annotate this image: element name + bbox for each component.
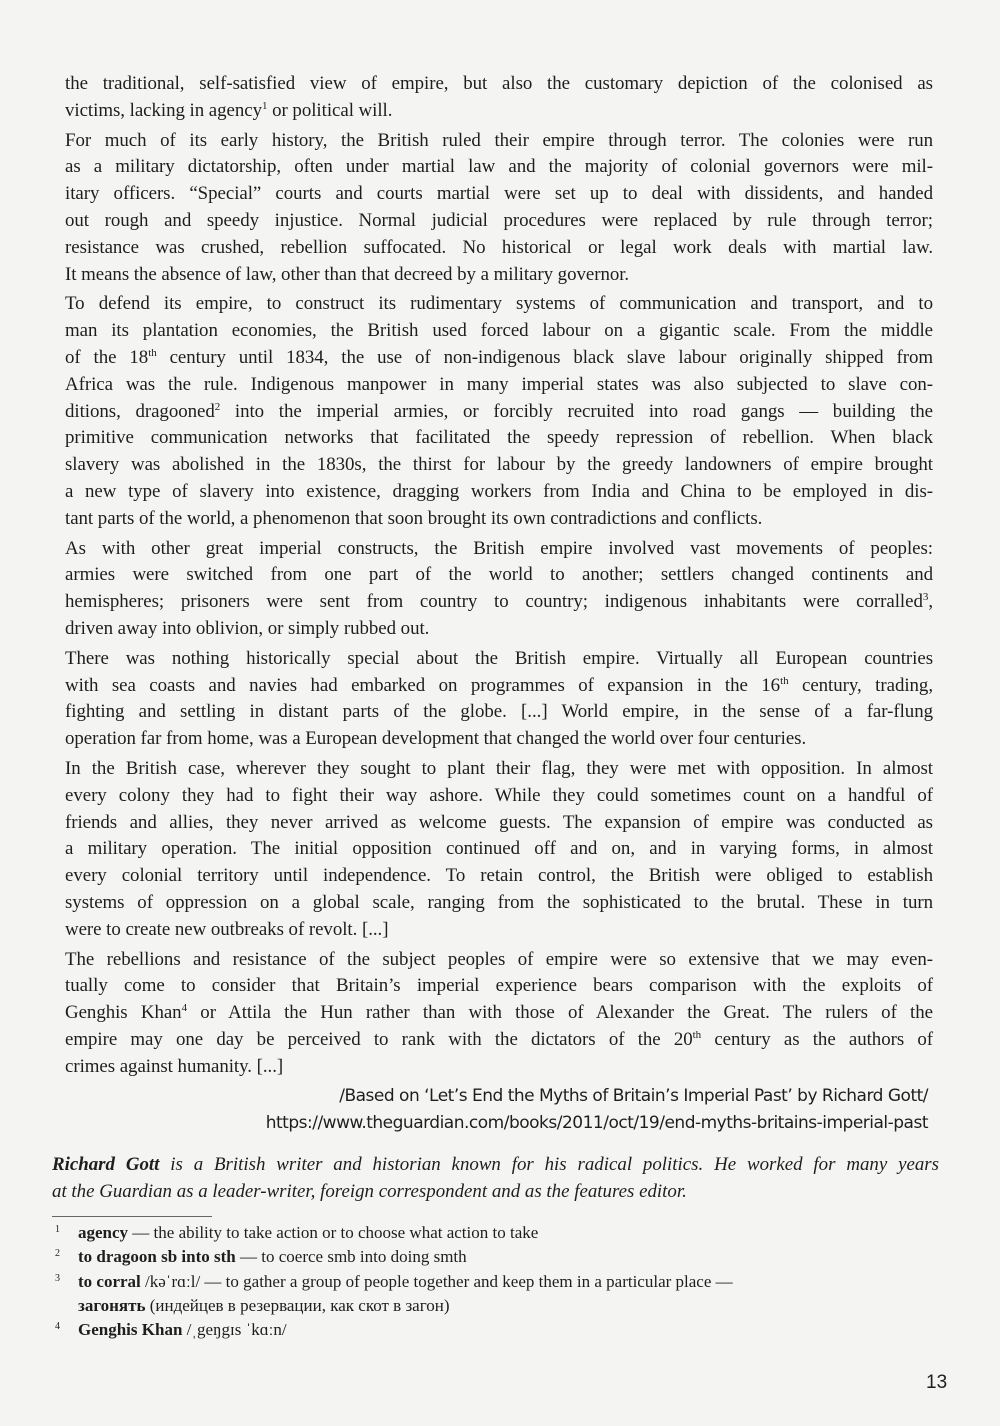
text-line bbox=[65, 917, 933, 944]
text-line bbox=[65, 947, 933, 974]
text-line bbox=[65, 756, 933, 783]
text-segment: ditions, dragooned bbox=[65, 400, 215, 422]
footnote-ref: 1 bbox=[262, 99, 268, 112]
text-segment: every colony they had to fight their way ashore. While they could sometimes count on a handful of bbox=[65, 784, 933, 806]
footnote-1 bbox=[52, 1221, 733, 1245]
text-line bbox=[65, 810, 933, 837]
text-segment: systems of oppression on a global scale, ranging from the sophisticated to the brutal. These in turn bbox=[65, 891, 933, 913]
text-segment: resistance was crushed, rebellion suffocated. No historical or legal work deals with martial law. bbox=[65, 236, 933, 258]
footnote-definition: — the ability to take action or to choose what action to take bbox=[128, 1223, 539, 1242]
footnotes bbox=[52, 1221, 733, 1342]
footnote-3-translation bbox=[52, 1294, 733, 1318]
text-segment: century as the authors of bbox=[701, 1028, 933, 1050]
text-line bbox=[65, 71, 933, 98]
footnote-definition: — to coerce smb into doing smth bbox=[235, 1247, 467, 1267]
text-segment: of the 18 bbox=[65, 346, 149, 368]
text-line bbox=[65, 181, 933, 208]
paragraph bbox=[65, 71, 933, 125]
text-segment: As with other great imperial constructs, the British empire involved vast movements of peoples: bbox=[65, 537, 933, 559]
article-body bbox=[65, 71, 933, 1083]
text-segment: fighting and settling in distant parts of the globe. [...] World empire, in the sense of a far-flung bbox=[65, 701, 933, 723]
text-segment: as a military dictatorship, often under martial law and the majority of colonial governors were mil- bbox=[65, 156, 933, 178]
text-segment: with sea coasts and navies had embarked on programmes of expansion in the 16 bbox=[65, 674, 781, 696]
footnote-number: 2 bbox=[55, 1248, 60, 1260]
text-segment: century until 1834, the use of non-indigenous black slave labour originally shipped from bbox=[156, 346, 933, 368]
footnote-translation-term: загонять bbox=[78, 1295, 146, 1315]
text-segment: crimes against humanity. [...] bbox=[65, 1055, 284, 1077]
text-segment: armies were switched from one part of the world to another; settlers changed continents and bbox=[65, 564, 933, 586]
source-url: https://www.theguardian.com/books/2011/oct/19/end-myths-britains-imperial-past bbox=[265, 1113, 928, 1133]
text-line bbox=[65, 98, 933, 125]
footnote-ref: th bbox=[148, 346, 157, 359]
footnote-ref: 3 bbox=[922, 591, 929, 604]
text-segment: into the imperial armies, or forcibly recruited into road gangs — building the bbox=[220, 400, 933, 422]
source-title: /Based on ‘Let’s End the Myths of Britain’s Imperial Past’ by Richard Gott/ bbox=[339, 1086, 928, 1106]
text-segment: For much of its early history, the British ruled their empire through terror. The colonies were run bbox=[65, 129, 933, 151]
text-line bbox=[65, 154, 933, 181]
text-segment: driven away into oblivion, or simply rubbed out. bbox=[65, 617, 430, 639]
footnote-translation: (индейцев в резервации, как скот в загон) bbox=[145, 1295, 450, 1315]
text-line bbox=[65, 399, 933, 426]
text-segment: were to create new outbreaks of revolt. [...] bbox=[65, 918, 389, 940]
text-line bbox=[65, 646, 933, 673]
text-line bbox=[65, 372, 933, 399]
text-line bbox=[65, 425, 933, 452]
text-line bbox=[65, 1000, 933, 1027]
footnote-ref: th bbox=[780, 674, 789, 687]
text-line bbox=[65, 452, 933, 479]
footnote-ref: 4 bbox=[181, 1002, 188, 1015]
text-segment: empire may one day be perceived to rank with the dictators of the 20 bbox=[65, 1028, 693, 1050]
text-segment: a military operation. The initial opposition continued off and on, and in varying forms, in almost bbox=[65, 838, 933, 860]
text-line bbox=[65, 726, 933, 753]
text-line bbox=[65, 208, 933, 235]
paragraph bbox=[65, 646, 933, 753]
footnote-definition: /ˌgeŋgɪs ˈkɑːn/ bbox=[182, 1320, 287, 1340]
footnote-number: 1 bbox=[55, 1224, 60, 1235]
footnote-definition: /kəˈrɑːl/ — to gather a group of people together and keep them in a particular place — bbox=[140, 1271, 733, 1291]
text-segment: a new type of slavery into existence, dragging workers from India and China to be employed in dis- bbox=[65, 480, 933, 502]
source-citation bbox=[266, 1083, 928, 1137]
text-segment: Africa was the rule. Indigenous manpower in many imperial states was also subjected to slave con- bbox=[65, 373, 933, 395]
footnote-2 bbox=[52, 1245, 733, 1269]
text-segment: In the British case, wherever they sought to plant their flag, they were met with opposition. In almost bbox=[65, 757, 933, 779]
paragraph bbox=[65, 947, 933, 1081]
footnote-term: to corral bbox=[78, 1271, 141, 1291]
text-line bbox=[65, 1054, 933, 1081]
text-line bbox=[65, 1027, 933, 1054]
author-name: Richard Gott bbox=[52, 1154, 160, 1175]
footnote-term: Genghis Khan bbox=[78, 1320, 183, 1340]
text-segment: hemispheres; prisoners were sent from country to country; indigenous inhabitants were corralled bbox=[65, 591, 923, 613]
text-segment: victims, lacking in agency bbox=[65, 99, 262, 121]
text-line bbox=[65, 345, 933, 372]
text-segment: , bbox=[928, 591, 933, 613]
text-line bbox=[65, 128, 933, 155]
footnote-term: agency bbox=[78, 1223, 129, 1242]
text-segment: itary officers. “Special” courts and courts martial were set up to deal with dissidents, and handed bbox=[65, 183, 933, 205]
text-segment: Genghis Khan bbox=[65, 1002, 182, 1024]
text-line bbox=[65, 673, 933, 700]
text-segment: To defend its empire, to construct its rudimentary systems of communication and transport, and to bbox=[65, 293, 933, 315]
text-line bbox=[65, 589, 933, 616]
text-line bbox=[65, 699, 933, 726]
author-bio bbox=[52, 1151, 939, 1205]
text-line bbox=[65, 836, 933, 863]
text-segment: tually come to consider that Britain’s imperial experience bears comparison with the exploits of bbox=[65, 975, 933, 997]
text-line bbox=[65, 479, 933, 506]
text-segment: friends and allies, they never arrived as welcome guests. The expansion of empire was conducted as bbox=[65, 811, 933, 833]
footnote-ref: th bbox=[692, 1028, 702, 1041]
text-segment: There was nothing historically special about the British empire. Virtually all European countries bbox=[65, 647, 933, 669]
footnote-term: to dragoon sb into sth bbox=[78, 1247, 236, 1267]
text-segment: It means the absence of law, other than that decreed by a military governor. bbox=[65, 263, 630, 285]
paragraph bbox=[65, 128, 933, 289]
text-segment: or Attila the Hun rather than with those of Alexander the Great. The rulers of the bbox=[187, 1002, 933, 1024]
text-line bbox=[65, 536, 933, 563]
footnote-divider bbox=[52, 1216, 212, 1217]
footnote-number: 4 bbox=[55, 1321, 60, 1333]
text-line bbox=[65, 235, 933, 262]
text-line bbox=[65, 783, 933, 810]
footnote-4 bbox=[52, 1318, 733, 1342]
text-segment: century, trading, bbox=[788, 674, 934, 696]
paragraph bbox=[65, 756, 933, 944]
paragraph bbox=[65, 291, 933, 532]
text-segment: the traditional, self-satisfied view of empire, but also the customary depiction of the colonised as bbox=[65, 73, 933, 94]
text-line bbox=[65, 318, 933, 345]
footnote-3 bbox=[52, 1270, 733, 1294]
text-segment: or political will. bbox=[267, 99, 393, 121]
text-segment: primitive communication networks that facilitated the speedy repression of rebellion. When black bbox=[65, 427, 933, 449]
text-segment: operation far from home, was a European development that changed the world over four centuries. bbox=[65, 728, 807, 750]
text-line bbox=[65, 616, 933, 643]
text-line bbox=[65, 506, 933, 533]
footnote-ref: 2 bbox=[214, 400, 221, 413]
bio-text: is a British writer and historian known for his radical politics. He worked for many years bbox=[159, 1154, 939, 1175]
text-segment: The rebellions and resistance of the subject peoples of empire were so extensive that we may even- bbox=[65, 948, 933, 970]
text-line bbox=[65, 291, 933, 318]
text-segment: slavery was abolished in the 1830s, the thirst for labour by the greedy landowners of empire brought bbox=[65, 454, 933, 476]
text-segment: every colonial territory until independence. To retain control, the British were obliged to establish bbox=[65, 865, 933, 887]
page-number: 13 bbox=[926, 1372, 948, 1393]
bio-line: at the Guardian as a leader-writer, foreign correspondent and as the features editor. bbox=[52, 1181, 687, 1202]
text-line bbox=[65, 890, 933, 917]
bio-line bbox=[52, 1151, 939, 1178]
text-line bbox=[65, 973, 933, 1000]
text-line bbox=[65, 562, 933, 589]
footnote-number: 3 bbox=[55, 1272, 60, 1284]
text-segment: tant parts of the world, a phenomenon that soon brought its own contradictions and conflicts. bbox=[65, 507, 763, 529]
paragraph bbox=[65, 536, 933, 643]
text-segment: man its plantation economies, the British used forced labour on a gigantic scale. From the middle bbox=[65, 320, 933, 342]
text-segment: out rough and speedy injustice. Normal judicial procedures were replaced by rule through terror; bbox=[65, 209, 933, 231]
text-line bbox=[65, 262, 933, 289]
text-line bbox=[65, 863, 933, 890]
